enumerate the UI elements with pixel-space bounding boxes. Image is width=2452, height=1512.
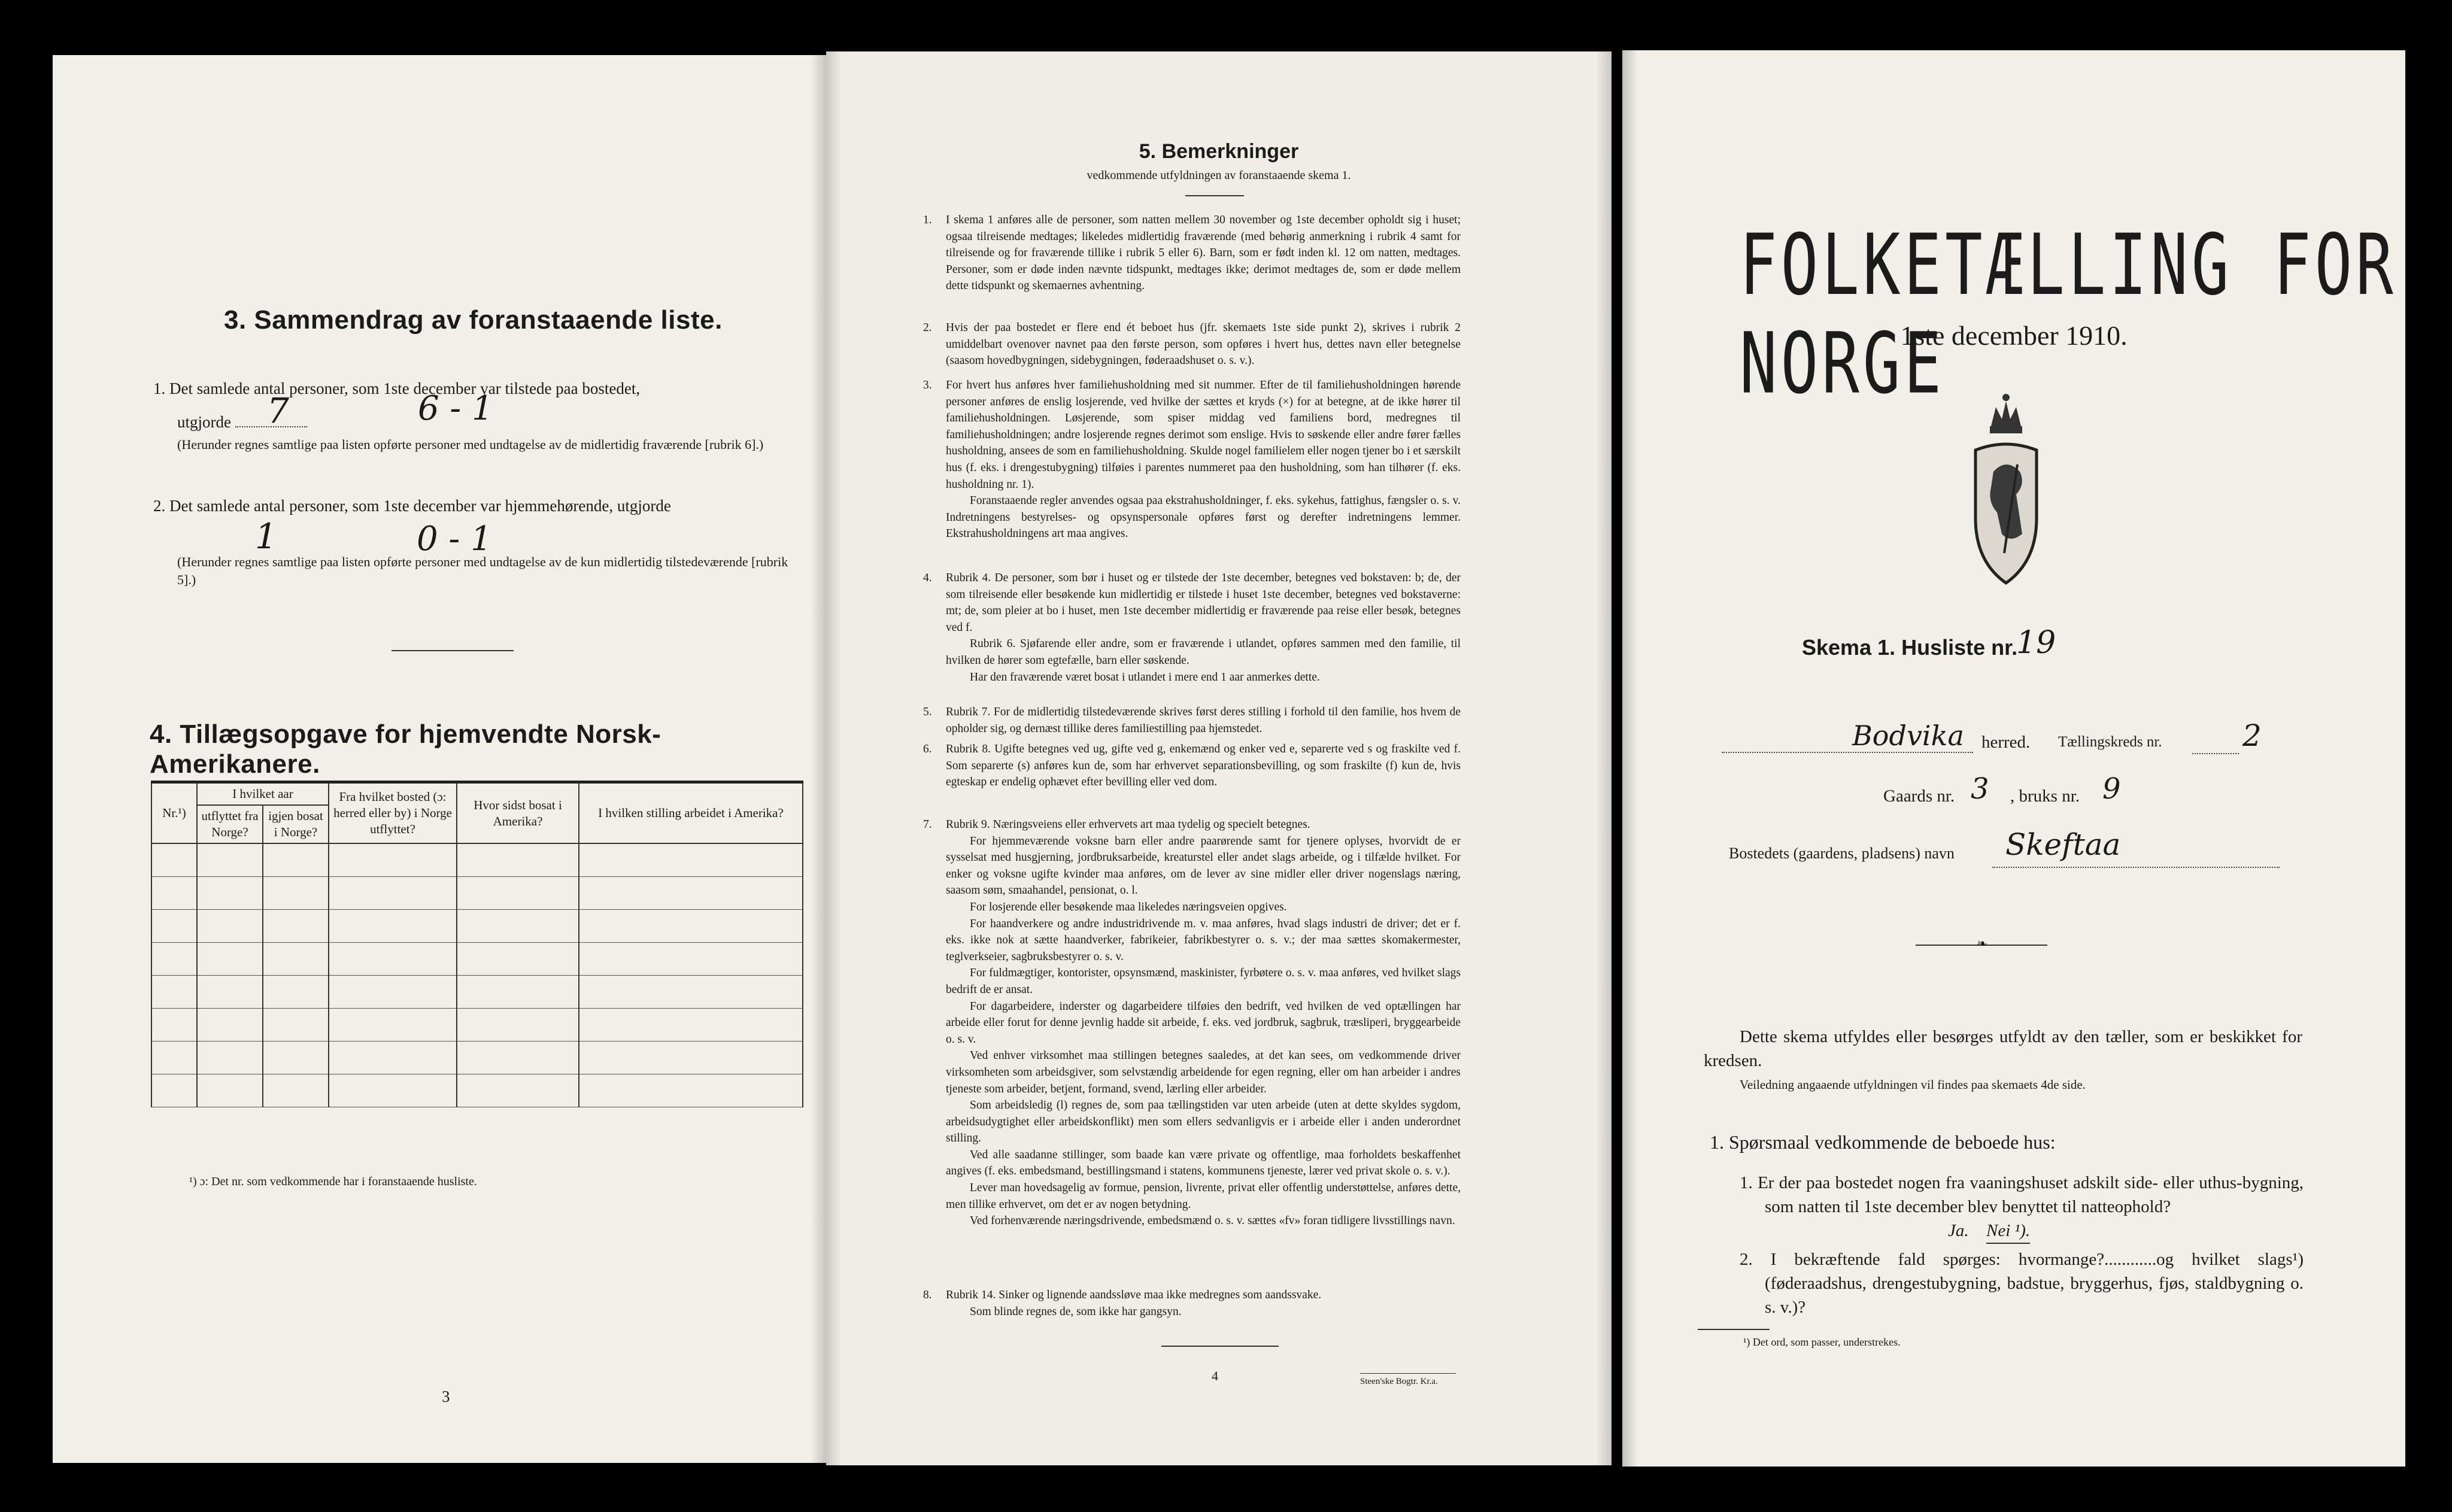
remark-text: Rubrik 6. Sjøfarende eller andre, som er fraværende i utlandet, opføres sammen med den familie, til hvilken de hører som egtefælle, barn eller søskende.	[946, 637, 1461, 667]
table-row	[151, 943, 803, 976]
bruks-value: 9	[2102, 772, 2121, 806]
handwritten-resident-count: 1	[255, 516, 277, 557]
table-row	[151, 877, 803, 910]
remark-item-7	[923, 816, 1461, 1229]
col-nr: Nr.¹)	[151, 782, 197, 844]
husliste-number: 19	[2016, 625, 2056, 661]
summary-item-1-text: 1. Det samlede antal personer, som 1ste december var tilstede paa bostedet,	[153, 379, 641, 397]
col-igjen-bosat: igjen bosat i Norge?	[263, 805, 329, 843]
remark-text: Ved enhver virksomhet maa stillingen betegnes saaledes, at det kan sees, om vedkommende driver virksomheten som arbeidsgiver, som selvstændig arbeidende for egen regning, eller om han arbeider i andres tjeneste som arbeider, betjent, formand, svend, lærling eller arbeider.	[946, 1049, 1461, 1095]
summary-item-1-note: (Herunder regnes samtlige paa listen opførte personer med undtagelse av de midlertidig fraværende [rubrik 6].)	[177, 437, 764, 452]
remark-number: 1.	[923, 214, 932, 226]
skema-label: Skema 1. Husliste nr.	[1802, 635, 2018, 660]
answer-ja: Ja.	[1948, 1221, 1969, 1240]
page-number-left: 3	[442, 1387, 450, 1405]
remark-text: Rubrik 7. For de midlertidig tilstedeværende skrives først deres stilling i forhold til den familie, hos hvem de opholder sig, og dernæst tillike deres familiestilling paa hjemstedet.	[946, 706, 1461, 735]
norsk-amerikanere-table	[151, 781, 803, 1107]
remark-item-5	[923, 704, 1461, 737]
answer-nei: Nei ¹).	[1986, 1219, 2030, 1244]
kreds-value: 2	[2242, 718, 2262, 753]
remark-text: Som arbeidsledig (l) regnes de, som paa tællingstiden var uten arbeide (uten at dette skyldes sygdom, arbeidsudygtighet eller arbeidskonflikt) men som ellers sedvanligvis er i arbeide eller i anden underordnet stilling.	[946, 1099, 1461, 1145]
summary-item-2-text: 2. Det samlede antal personer, som 1ste december var hjemmehørende, utgjorde	[153, 497, 671, 515]
question-2: 2. I bekræftende fald spørges: hvormange?............og hvilket slags¹) (føderaadshus, drengestubygning, badstue, bryggerhus, fjøs, staldbygning o. s. v.)?	[1740, 1250, 2304, 1317]
question-1: 1. Er der paa bostedet nogen fra vaaningshuset adskilt side- eller uthus-bygning, som natten til 1ste december blev benyttet til natteophold?	[1740, 1173, 2304, 1216]
table-row	[151, 1009, 803, 1042]
remark-text: Har den fraværende været bosat i utlandet i mere end 1 aar anmerkes dette.	[970, 670, 1320, 684]
remark-text: Lever man hovedsagelig av formue, pension, livrente, privat eller offentlig understøttelse, anføres dette, men tillike erhvervet, om det er av nogen betydning.	[946, 1182, 1461, 1211]
table-row	[151, 910, 803, 943]
col-group-year: I hvilket aar	[197, 782, 329, 806]
ornament-icon: ❧	[1977, 936, 1988, 951]
gaards-label: Gaards nr.	[1883, 787, 1955, 806]
remark-item-1	[923, 212, 1461, 294]
census-date: 1ste december 1910.	[1900, 320, 2128, 351]
gaards-value: 3	[1971, 772, 1989, 806]
bruks-label: , bruks nr.	[2010, 787, 2080, 806]
bosted-label: Bostedets (gaardens, pladsens) navn	[1729, 845, 1955, 862]
handwritten-present-count: 7	[267, 390, 289, 431]
table-row	[151, 976, 803, 1009]
page-right	[1622, 50, 2405, 1467]
page-number-middle: 4	[1212, 1368, 1218, 1383]
questions-header: 1. Spørsmaal vedkommende de beboede hus:	[1710, 1131, 2056, 1153]
col-hvor-sidst: Hvor sidst bosat i Amerika?	[457, 782, 579, 844]
title-rule	[1185, 195, 1244, 196]
norwegian-coat-of-arms-icon	[1967, 393, 2045, 590]
remark-number: 4.	[923, 572, 932, 584]
summary-item-1-label	[177, 408, 333, 433]
separator-rule	[392, 650, 514, 651]
kreds-field-line	[2192, 730, 2239, 754]
census-main-title: FOLKETÆLLING FOR NORGE	[1740, 215, 2397, 413]
remarks-subtitle: vedkommende utfyldningen av foranstaaende skema 1.	[1087, 169, 1351, 182]
handwritten-annotation-2: 0 - 1	[417, 520, 492, 558]
page-left	[53, 55, 826, 1463]
remark-item-8	[923, 1287, 1461, 1320]
table-row	[151, 1074, 803, 1107]
remarks-title: 5. Bemerkninger	[1139, 140, 1299, 163]
remark-number: 5.	[923, 706, 932, 718]
remark-number: 2.	[923, 321, 932, 334]
page-fold-shadow	[826, 51, 842, 1465]
remark-text: For hvert hus anføres hver familiehusholdning med sit nummer. Efter de til familiehusholdningen hørende personer anføres de enslig losjerende, ved hvilke der sættes et kryds (×) for at betegne, at de ikke hører til familiehusholdningen. Løsjerende, som spiser middag ved familiens bord, medregnes til familiehusholdningen; andre losjerende regnes derimot som enslige. Hvis to søskende eller andre fører fælles husholdning, ansees de som en familiehusholdning. Skulde nogel familielem eller nogen tjener bo i et særskilt hus (f. eks. i drengestubygning) tilføies i parentes nummeret paa den husholdning, som han tilhører (f. eks. husholdning nr. 1).	[946, 379, 1461, 491]
table-row	[151, 1042, 803, 1074]
remark-text: Ved alle saadanne stillinger, som baade kan være private og offentlige, maa forholdets beskaffenhet angives (f. eks. embedsmand, bestillingsmand i statens, kommunens tjeneste, lærer ved privat skole o. s. v.).	[946, 1148, 1461, 1178]
col-utflyttet: utflyttet fra Norge?	[197, 805, 263, 843]
col-fra-bosted: Fra hvilket bosted (ɔ: herred eller by) i Norge utflyttet?	[329, 782, 457, 844]
herred-value: Bodvika	[1852, 719, 1964, 752]
utgjorde-label: utgjorde	[177, 413, 231, 431]
remark-number: 6.	[923, 743, 932, 755]
col-stilling: I hvilken stilling arbeidet i Amerika?	[579, 782, 803, 844]
remark-text: For haandverkere og andre industridrivende m. v. maa anføres, hvad slags industri de driver; det er f. eks. ikke nok at sætte haandverker, fabrikeier, fabrikbestyrer o. s. v.; der maa sættes skomakermester, teglverkseier, sagbruksbestyrer o. s. v.	[946, 917, 1461, 963]
remark-text: For hjemmeværende voksne barn eller andre paarørende samt for tjenere oplyses, hvorvidt de er sysselsat med husgjerning, jordbruksarbeide, kreaturstel eller andet slags arbeide, og i tilfælde hvilket. For enker og voksne ugifte kvinder maa anføres, om de lever av sine midler eller driver nogenslags næring, saasom søm, smaahandel, pensionat, o. l.	[946, 834, 1461, 897]
remark-text: Rubrik 8. Ugifte betegnes ved ug, gifte ved g, enkemænd og enker ved e, separerte ved s og fraskilte ved f. Som separerte (s) anføres kun de, som har erhvervet separationsbevilling, og som fraskilte (f) kun de, hvis egteskap er endelig ophævet efter bevilling eller ved dom.	[946, 743, 1461, 789]
summary-item-2-note: (Herunder regnes samtlige paa listen opførte personer med undtagelse av de kun midlertidig tilstedeværende [rubrik 5].)	[177, 554, 788, 587]
remark-item-4	[923, 570, 1461, 685]
footnote-rule	[1698, 1329, 1770, 1330]
section3-title: 3. Sammendrag av foranstaaende liste.	[224, 305, 723, 335]
remark-item-6	[923, 741, 1461, 791]
page-fold-shadow	[1622, 50, 1638, 1467]
table-row	[151, 843, 803, 877]
printer-rule	[1360, 1373, 1456, 1374]
remark-text: For fuldmægtiger, kontorister, opsynsmænd, maskinister, fyrbøtere o. s. v. maa anføres, ved hvilket slags bedrift de er ansat.	[946, 967, 1461, 996]
section4-title: 4. Tillægsopgave for hjemvendte Norsk-Amerikanere.	[150, 719, 661, 779]
remark-number: 8.	[923, 1289, 932, 1301]
remark-text: Rubrik 4. De personer, som bør i huset og er tilstede der 1ste december, betegnes ved bokstaven: b; de, der som tilreisende eller besøkende kun midlertidig er tilstede i huset 1ste december, betegnes ved bokstaverne: mt; de, som pleier at bo i huset, men 1ste december midlertidig er fraværende paa reise eller besøk, betegnes ved f.	[946, 572, 1461, 634]
remark-text: Foranstaaende regler anvendes ogsaa paa ekstrahusholdninger, f. eks. sykehus, fattighus, fængsler o. s. v. Indretningens bestyrelses- og opsynspersonale opføres først og derefter indretningens lemmer. Ekstrahusholdningens art maa angives.	[946, 494, 1461, 541]
remark-text: Rubrik 9. Næringsveiens eller erhvervets art maa tydelig og specielt betegnes.	[946, 818, 1310, 831]
veiledning-note: Veiledning angaaende utfyldningen vil findes paa skemaets 4de side.	[1740, 1077, 2086, 1092]
remark-item-2	[923, 320, 1461, 369]
bosted-value: Skeftaa	[2005, 827, 2121, 862]
remark-text: For losjerende eller besøkende maa likeledes næringsveien opgives.	[970, 900, 1287, 913]
remark-number: 3.	[923, 379, 932, 391]
remark-text: I skema 1 anføres alle de personer, som natten mellem 30 november og 1ste december opholdt sig i huset; ogsaa tilreisende medtages; likeledes midlertidig fraværende (med behørig anmerkning i rubrik 4 samt for tilreisende og for fraværende tillike i rubrik 5 eller 6). Barn, som er født inden kl. 12 om natten, medtages. Personer, som er døde inden nævnte tidspunkt, medtages ikke; derimot medtages de, som er døde mellem dette tidspunkt og skemaernes avhentning.	[946, 214, 1461, 293]
table-footnote: ¹) ɔ: Det nr. som vedkommende har i foranstaaende husliste.	[189, 1175, 477, 1188]
remark-text: For dagarbeidere, inderster og dagarbeidere tilføies den bedrift, ved hvilken de ved optællingen har arbeide eller forut for denne jevnlig hadde sit arbeide, f. eks. ved jordbruk, sagbruk, træsliperi, bryggearbeide o. s. v.	[946, 1000, 1461, 1046]
page-middle	[826, 51, 1612, 1465]
herred-label: herred.	[1981, 733, 2031, 752]
remark-text: Hvis der paa bostedet er flere end ét beboet hus (jfr. skemaets 1ste side punkt 2), skrives i rubrik 2 umiddelbart ovenover navnet paa den første person, som opføres i hvert hus, dettes navn eller betegnelse (saasom hovedbygningen, sidebygningen, føderaadshuset o. s. v.).	[946, 321, 1461, 368]
remark-number: 7.	[923, 818, 932, 831]
footnote-right: ¹) Det ord, som passer, understrekes.	[1743, 1336, 1901, 1348]
kreds-label: Tællingskreds nr.	[2058, 734, 2162, 750]
remark-item-3	[923, 377, 1461, 542]
printer-imprint: Steen'ske Bogtr. Kr.a.	[1360, 1377, 1438, 1386]
remark-text: Som blinde regnes de, som ikke har gangsyn.	[970, 1305, 1182, 1318]
remark-text: Ved forhenværende næringsdrivende, embedsmænd o. s. v. sættes «fv» foran tidligere livsstillings navn.	[970, 1215, 1455, 1228]
bottom-rule	[1161, 1346, 1279, 1347]
remark-text: Rubrik 14. Sinker og lignende aandssløve maa ikke medregnes som aandssvake.	[946, 1289, 1322, 1301]
intro-text: Dette skema utfyldes eller besørges utfyldt av den tæller, som er beskikket for kredsen.	[1704, 1027, 2302, 1070]
handwritten-annotation-1: 6 - 1	[418, 389, 493, 428]
page-fold-shadow	[1596, 51, 1612, 1465]
